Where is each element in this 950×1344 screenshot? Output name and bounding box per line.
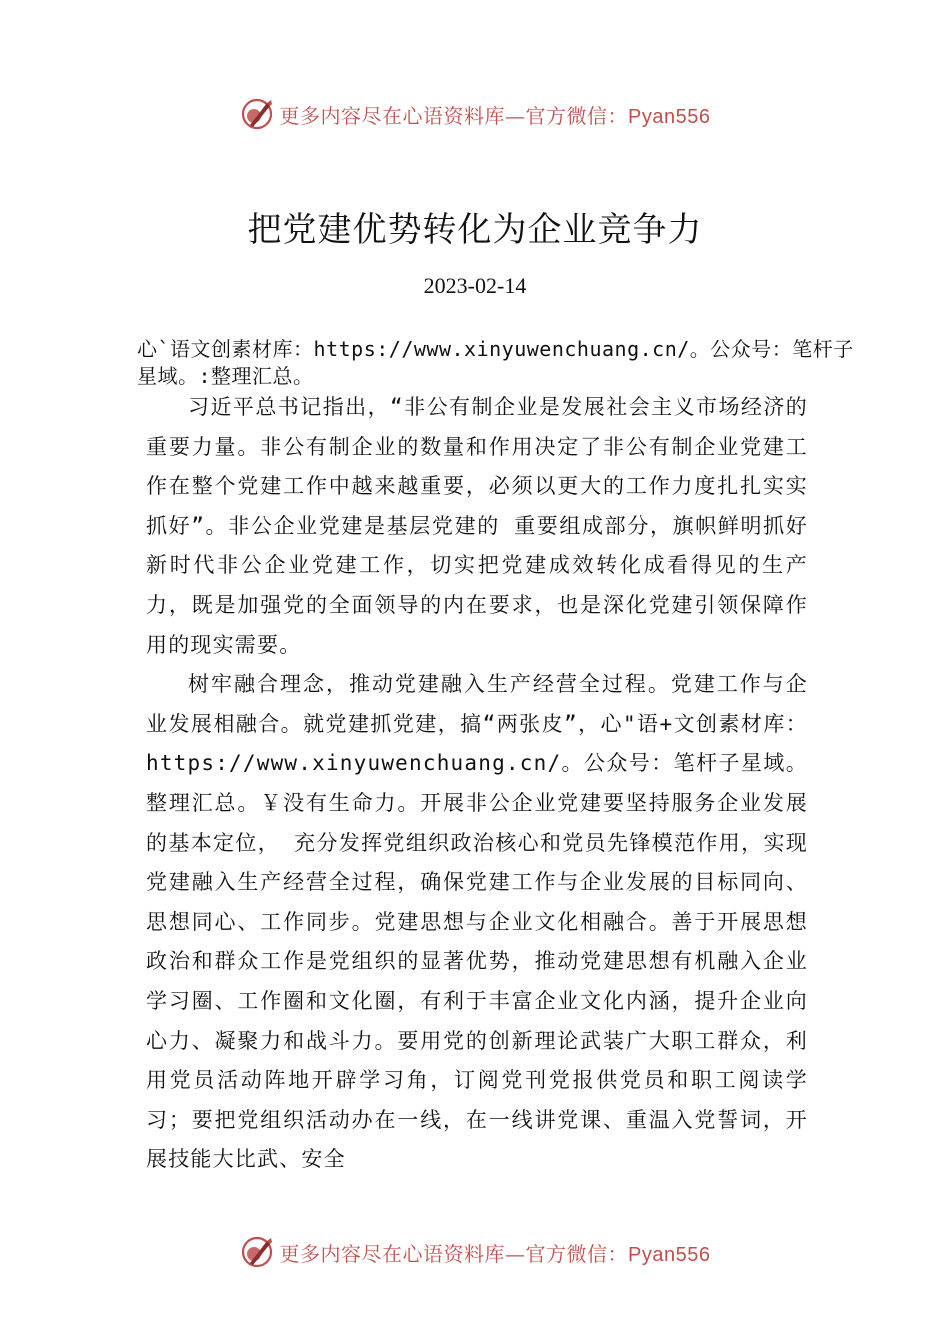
paragraph-2: 树牢融合理念，推动党建融入生产经营全过程。党建工作与企业发展相融合。就党建抓党建，搞“两张皮”，心"语+文创素材库：https://www.xinyuwenchuang.cn/。公众号：笔杆子星域。整理汇总。￥没有生命力。开展非公企业党建要坚持服务企业发展的基本定位， 充分发挥党组织政治核心和党员先锋模范作用，实现党建融入生产经营全过程，确保党建工作与企业发展的目标同向、 思想同心、工作同步。党建思想与企业文化相融合。善于开展思想政治和群众工作是党组织的显著优势，推动党建思想有机融入企业学习圈、工作圈和文化圈，有利于丰富企业文化内涵，提升企业向心力、凝聚力和战斗力。要用党的创新理论武装广大职工群众，利用党员活动阵地开辟学习角，订阅党刊党报供党员和职工阅读学习；要把党组织活动办在一线，在一线讲党课、重温入党誓词，开展技能大比武、安全 [146,672,808,1172]
publish-date: 2023-02-14 [423,273,527,298]
header-banner-text [280,100,711,129]
header-banner-label: 更多内容尽在心语资料库—官方微信： [279,103,629,128]
footer-banner-text [280,1238,711,1267]
pen-logo-icon [240,97,274,131]
header-banner-handle: Pyan556 [628,105,711,128]
footer-banner [0,1232,950,1272]
paragraph-1: 习近平总书记指出，“非公有制企业是发展社会主义市场经济的重要力量。非公有制企业的数量和作用决定了非公有制企业党建工作在整个党建工作中越来越重要，必须以更大的工作力度扎扎实实抓好”。非公企业党建是基层党建的 重要组成部分，旗帜鲜明抓好新时代非公企业党建工作，切实把党建成效转化成看得见的生产力，既是加强党的全面领导的内在要求，也是深化党建引领保障作用的现实需要。 [146,395,808,657]
article-body [146,388,808,1180]
footer-banner-handle: Pyan556 [628,1243,711,1266]
header-banner [0,94,950,134]
source-line: 心`语文创素材库：https://www.xinyuwenchuang.cn/。公众号：笔杆子星域。:整理汇总。 [137,337,854,388]
pen-logo-icon [240,1235,274,1269]
footer-banner-label: 更多内容尽在心语资料库—官方微信： [279,1241,629,1266]
page-title: 把党建优势转化为企业竞争力 [247,210,703,250]
